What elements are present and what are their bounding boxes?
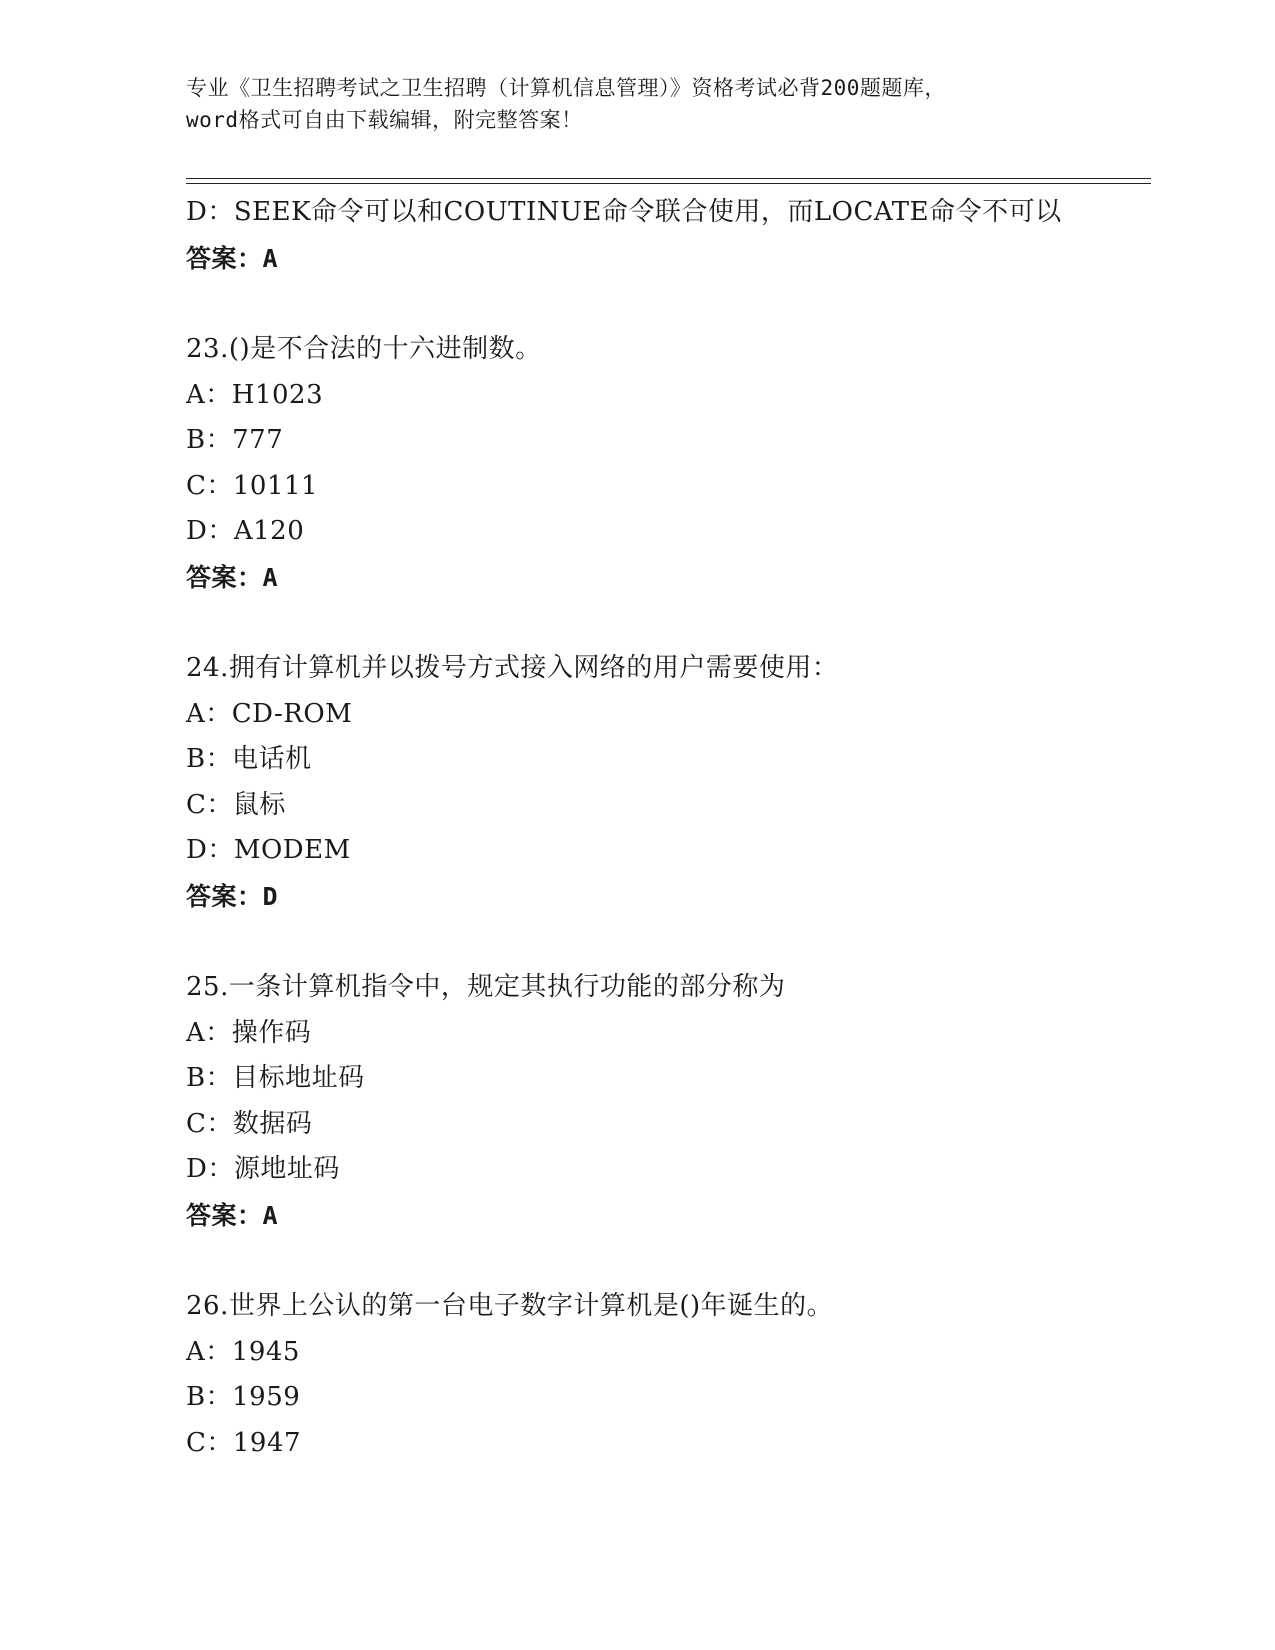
option-b: B：目标地址码 xyxy=(186,1063,365,1093)
option-c: C：10111 xyxy=(186,470,319,501)
question-stem: 25.一条计算机指令中，规定其执行功能的部分称为 xyxy=(186,972,786,1002)
option-a: A：操作码 xyxy=(186,1017,312,1048)
option-c: C：1947 xyxy=(186,1427,302,1458)
question-23 xyxy=(186,327,1151,600)
question-list xyxy=(186,190,1151,1466)
question-stem: 23.()是不合法的十六进制数。 xyxy=(186,334,542,364)
option-d: D：源地址码 xyxy=(186,1154,340,1184)
option-a: A：H1023 xyxy=(186,379,324,410)
header-line-1: 专业《卫生招聘考试之卫生招聘（计算机信息管理）》资格考试必背200题题库， xyxy=(186,76,946,100)
option-a: A：CD-ROM xyxy=(186,698,353,729)
document-header xyxy=(186,72,1086,136)
question-25 xyxy=(186,965,1151,1238)
header-line-2: word格式可自由下载编辑，附完整答案！ xyxy=(186,108,583,132)
question-26 xyxy=(186,1284,1151,1466)
question-stem: 24.拥有计算机并以拨号方式接入网络的用户需要使用： xyxy=(186,653,839,683)
option-b: B：777 xyxy=(186,425,284,455)
answer-line: 答案：A xyxy=(186,562,279,592)
option-d: D：SEEK命令可以和COUTINUE命令联合使用，而LOCATE命令不可以 xyxy=(186,197,1062,227)
option-c: C：鼠标 xyxy=(186,789,286,820)
answer-line: 答案：A xyxy=(186,243,279,273)
option-d: D：A120 xyxy=(186,516,305,546)
answer-line: 答案：A xyxy=(186,1200,279,1230)
option-a: A：1945 xyxy=(186,1336,300,1367)
option-b: B：1959 xyxy=(186,1382,301,1412)
option-b: B：电话机 xyxy=(186,744,312,774)
option-c: C：数据码 xyxy=(186,1108,313,1139)
question-24 xyxy=(186,646,1151,919)
header-divider-bottom xyxy=(186,183,1151,184)
answer-line: 答案：D xyxy=(186,881,279,911)
question-stem: 26.世界上公认的第一台电子数字计算机是()年诞生的。 xyxy=(186,1291,834,1321)
header-divider-top xyxy=(186,178,1151,179)
option-d: D：MODEM xyxy=(186,835,351,865)
